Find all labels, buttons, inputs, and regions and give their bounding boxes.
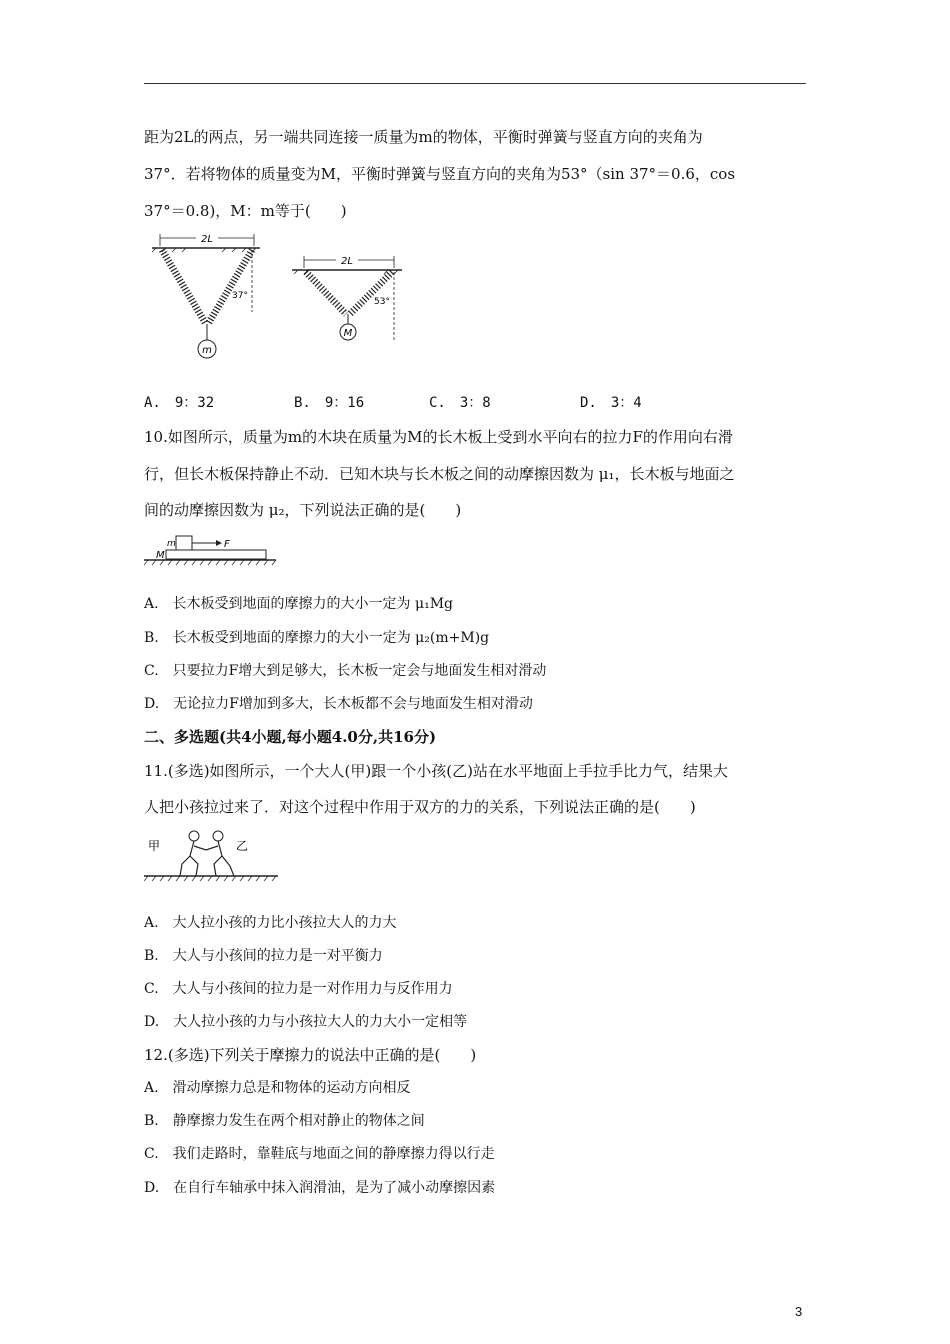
q10-option-d: D. 无论拉力F增加到多大，长木板都不会与地面发生相对滑动 <box>144 696 533 712</box>
q11-text-line-1: 11.(多选)如图所示，一个大人(甲)跟一个小孩(乙)站在水平地面上手拉手比力气，结果大 <box>144 762 728 780</box>
child-label: 乙 <box>236 839 249 853</box>
q9-option-d: D. 3：4 <box>580 395 642 411</box>
q10-option-c: C. 只要拉力F增大到足够大，长木板一定会与地面发生相对滑动 <box>144 663 547 679</box>
q9-text-line-2: 37°．若将物体的质量变为M，平衡时弹簧与竖直方向的夹角为53°（sin 37°＝0.6，cos <box>144 165 736 183</box>
spring-figure-m <box>148 232 268 364</box>
tug-figure <box>144 826 280 884</box>
q11-option-b: B. 大人与小孩间的拉力是一对平衡力 <box>144 948 383 964</box>
adult-label: 甲 <box>148 839 161 853</box>
q11-option-c: C. 大人与小孩间的拉力是一对作用力与反作用力 <box>144 981 453 997</box>
q10-option-b: B. 长木板受到地面的摩擦力的大小一定为 μ₂(m+M)g <box>144 630 490 646</box>
board-label: M <box>156 550 165 561</box>
q10-text-line-3: 间的动摩擦因数为 μ₂，下列说法正确的是( ) <box>144 501 462 519</box>
q12-option-a: A. 滑动摩擦力总是和物体的运动方向相反 <box>144 1080 411 1096</box>
q9-option-c: C. 3：8 <box>429 395 491 411</box>
q12-option-b: B. 静摩擦力发生在两个相对静止的物体之间 <box>144 1113 425 1129</box>
angle-label-left: 37° <box>232 291 248 301</box>
q12-text-line-1: 12.(多选)下列关于摩擦力的说法中正确的是( ) <box>144 1046 477 1064</box>
spring-figure-M <box>290 252 410 348</box>
q9-text-line-1: 距为2L的两点，另一端共同连接一质量为m的物体，平衡时弹簧与竖直方向的夹角为 <box>144 128 703 146</box>
force-label: F <box>224 539 230 550</box>
q9-option-b: B. 9：16 <box>294 395 365 411</box>
angle-label-right: 53° <box>374 297 390 307</box>
q10-text-line-2: 行，但长木板保持静止不动．已知木块与长木板之间的动摩擦因数为 μ₁，长木板与地面之 <box>144 465 735 483</box>
section-title: 二、多选题(共4小题,每小题4.0分,共16分) <box>144 728 437 746</box>
q10-text-line-1: 10.如图所示，质量为m的木块在质量为M的长木板上受到水平向右的拉力F的作用向右滑 <box>144 428 733 446</box>
mass-label-M: M <box>343 328 353 339</box>
q10-option-a: A. 长木板受到地面的摩擦力的大小一定为 μ₁Mg <box>144 596 454 612</box>
page-number: 3 <box>795 1304 803 1319</box>
q9-option-a: A. 9：32 <box>144 395 215 411</box>
block-label: m <box>167 539 176 549</box>
q11-option-a: A. 大人拉小孩的力比小孩拉大人的力大 <box>144 915 397 931</box>
mass-label-m: m <box>202 345 212 356</box>
q11-text-line-2: 人把小孩拉过来了．对这个过程中作用于双方的力的关系，下列说法正确的是( ) <box>144 798 696 816</box>
header-rule <box>144 83 806 84</box>
q9-text-line-3: 37°＝0.8)，M：m等于( ) <box>144 202 347 220</box>
q11-option-d: D. 大人拉小孩的力与小孩拉大人的力大小一定相等 <box>144 1014 468 1030</box>
span-label-right: 2L <box>341 256 353 267</box>
block-board-figure <box>144 528 280 568</box>
q12-option-c: C. 我们走路时，靠鞋底与地面之间的静摩擦力得以行走 <box>144 1146 495 1162</box>
q12-option-d: D. 在自行车轴承中抹入润滑油，是为了减小动摩擦因素 <box>144 1180 496 1196</box>
span-label-left: 2L <box>201 234 213 245</box>
